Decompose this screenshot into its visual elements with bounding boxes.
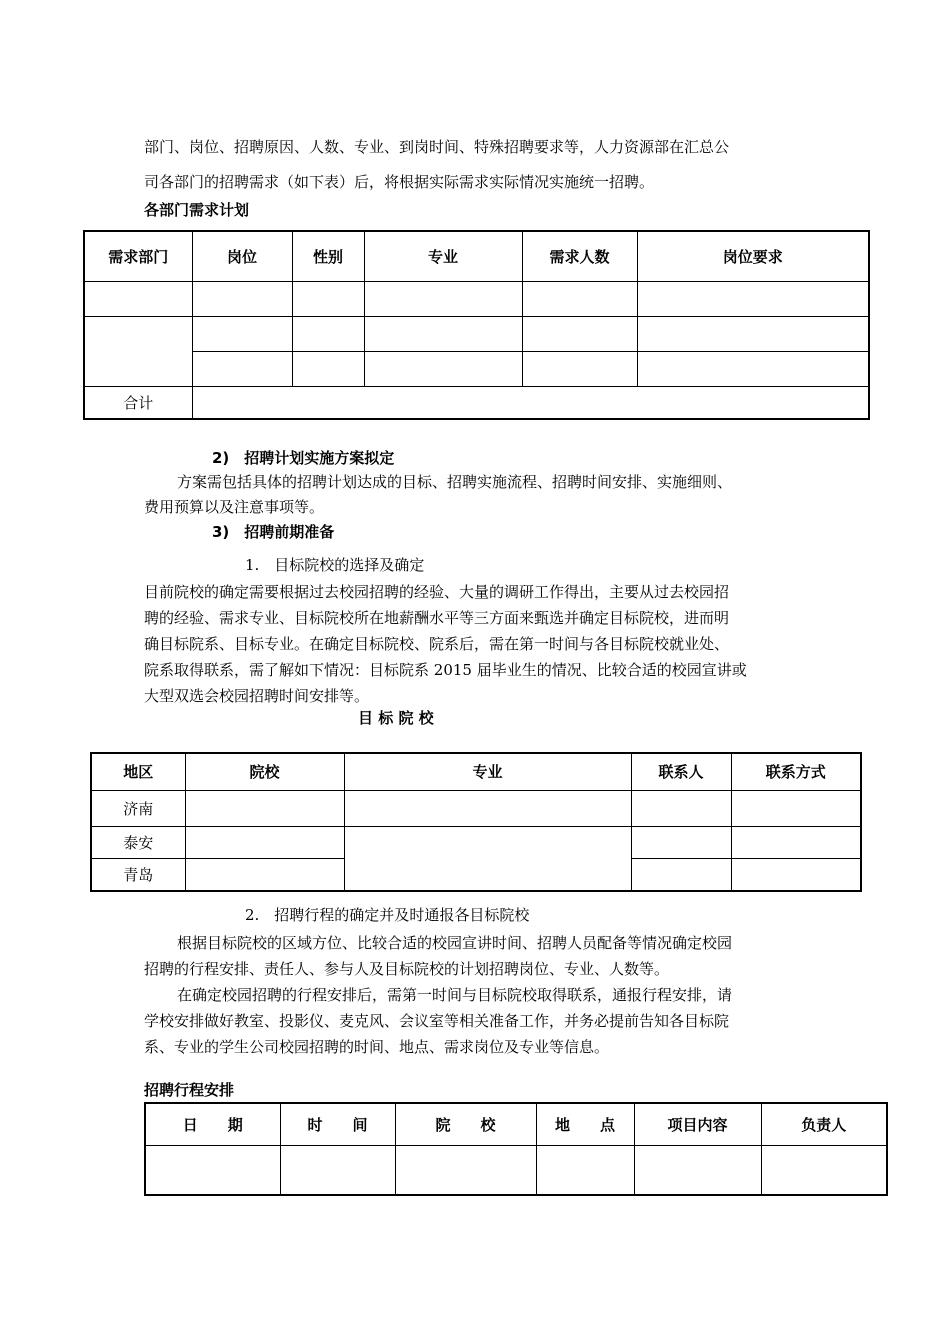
table-cell[interactable] (280, 1145, 395, 1195)
table-cell[interactable] (292, 281, 364, 316)
section-4-para2-line: 学校安排做好教室、投影仪、麦克风、会议室等相关准备工作，并务必提前告知各目标院 (144, 1012, 730, 1030)
table-row (145, 1145, 887, 1195)
header-cell: 专业 (364, 231, 522, 281)
section-3-para-line: 目前院校的确定需要根据过去校园招聘的经验、大量的调研工作得出，主要从过去校园招 (144, 583, 730, 601)
region-cell: 青岛 (91, 858, 185, 891)
section-3-heading: 3) 招聘前期准备 (212, 523, 335, 541)
header-cell: 岗位 (192, 231, 292, 281)
table-cell[interactable] (185, 790, 344, 826)
table-total-row (84, 386, 869, 419)
table-cell[interactable] (344, 826, 631, 891)
section-4-para2-line: 系、专业的学生公司校园招聘的时间、地点、需求岗位及专业等信息。 (144, 1038, 610, 1056)
table-cell[interactable] (731, 858, 861, 891)
header-cell: 性别 (292, 231, 364, 281)
table2-title: 目 标 院 校 (358, 709, 434, 727)
table-cell[interactable] (634, 1145, 761, 1195)
table-cell[interactable] (536, 1145, 634, 1195)
table-cell[interactable] (631, 858, 731, 891)
section-3-para-line: 院系取得联系，需了解如下情况：目标院系 2015 届毕业生的情况、比较合适的校园宣讲或 (144, 661, 747, 679)
table-cell[interactable] (364, 316, 522, 351)
header-cell: 日 期 (145, 1103, 280, 1145)
intro-line-1: 部门、岗位、招聘原因、人数、专业、到岗时间、特殊招聘要求等，人力资源部在汇总公 (144, 138, 730, 156)
sub-heading-2: 2. 招聘行程的确定并及时通报各目标院校 (245, 906, 530, 924)
table-row (84, 316, 869, 351)
department-needs-table (83, 230, 870, 420)
table-cell[interactable] (292, 316, 364, 351)
table-cell[interactable] (84, 281, 192, 316)
table-cell[interactable] (145, 1145, 280, 1195)
table-header-row (145, 1103, 887, 1145)
header-cell: 专业 (344, 753, 631, 790)
table-cell[interactable] (395, 1145, 536, 1195)
table-cell[interactable] (364, 351, 522, 386)
header-cell: 负责人 (761, 1103, 887, 1145)
intro-line-2: 司各部门的招聘需求（如下表）后，将根据实际需求实际情况实施统一招聘。 (144, 173, 655, 191)
table-cell[interactable] (731, 826, 861, 858)
table-cell[interactable] (637, 316, 869, 351)
table-cell[interactable] (185, 858, 344, 891)
section-2-line-2: 费用预算以及注意事项等。 (144, 498, 325, 516)
table-cell[interactable] (185, 826, 344, 858)
table3-title: 招聘行程安排 (144, 1081, 235, 1099)
total-label: 合计 (84, 386, 192, 419)
table-cell[interactable] (637, 351, 869, 386)
table-cell[interactable] (192, 316, 292, 351)
table-cell[interactable] (522, 316, 637, 351)
section-3-para-line: 大型双选会校园招聘时间安排等。 (144, 687, 370, 705)
header-cell: 联系方式 (731, 753, 861, 790)
table-cell[interactable] (84, 316, 192, 386)
table-cell[interactable] (631, 790, 731, 826)
header-cell: 需求人数 (522, 231, 637, 281)
table-header-row (91, 753, 861, 790)
region-cell: 济南 (91, 790, 185, 826)
target-schools-table (90, 752, 862, 892)
header-cell: 项目内容 (634, 1103, 761, 1145)
header-cell: 院校 (185, 753, 344, 790)
section-4-para1-line: 招聘的行程安排、责任人、参与人及目标院校的计划招聘岗位、专业、人数等。 (144, 960, 670, 978)
section-3-para-line: 聘的经验、需求专业、目标院校所在地薪酬水平等三方面来甄选并确定目标院校，进而明 (144, 609, 730, 627)
header-cell: 时 间 (280, 1103, 395, 1145)
table-cell[interactable] (731, 790, 861, 826)
table-cell[interactable] (344, 790, 631, 826)
table-row (84, 351, 869, 386)
table-cell[interactable] (631, 826, 731, 858)
table-cell[interactable] (192, 281, 292, 316)
header-cell: 需求部门 (84, 231, 192, 281)
table-cell[interactable] (522, 281, 637, 316)
table-cell[interactable] (522, 351, 637, 386)
sub-heading-1: 1. 目标院校的选择及确定 (245, 556, 425, 574)
section-3-para-line: 确目标院系、目标专业。在确定目标院校、院系后，需在第一时间与各目标院校就业处、 (144, 635, 730, 653)
table-row (84, 281, 869, 316)
header-cell: 地 点 (536, 1103, 634, 1145)
total-value-cell[interactable] (192, 386, 869, 419)
header-cell: 联系人 (631, 753, 731, 790)
table1-title: 各部门需求计划 (144, 201, 250, 219)
section-4-para2-line: 在确定校园招聘的行程安排后，需第一时间与目标院校取得联系，通报行程安排，请 (177, 986, 733, 1004)
section-2-heading: 2) 招聘计划实施方案拟定 (212, 449, 395, 467)
section-2-line-1: 方案需包括具体的招聘计划达成的目标、招聘实施流程、招聘时间安排、实施细则、 (177, 473, 733, 491)
header-cell: 岗位要求 (637, 231, 869, 281)
table-cell[interactable] (761, 1145, 887, 1195)
table-cell[interactable] (637, 281, 869, 316)
header-cell: 地区 (91, 753, 185, 790)
region-cell: 泰安 (91, 826, 185, 858)
table-header-row (84, 231, 869, 281)
table-cell[interactable] (192, 351, 292, 386)
table-cell[interactable] (364, 281, 522, 316)
table-cell[interactable] (292, 351, 364, 386)
section-4-para1-line: 根据目标院校的区域方位、比较合适的校园宣讲时间、招聘人员配备等情况确定校园 (177, 934, 733, 952)
table-row (91, 826, 861, 858)
table-row (91, 790, 861, 826)
recruitment-schedule-table (144, 1102, 888, 1196)
header-cell: 院 校 (395, 1103, 536, 1145)
